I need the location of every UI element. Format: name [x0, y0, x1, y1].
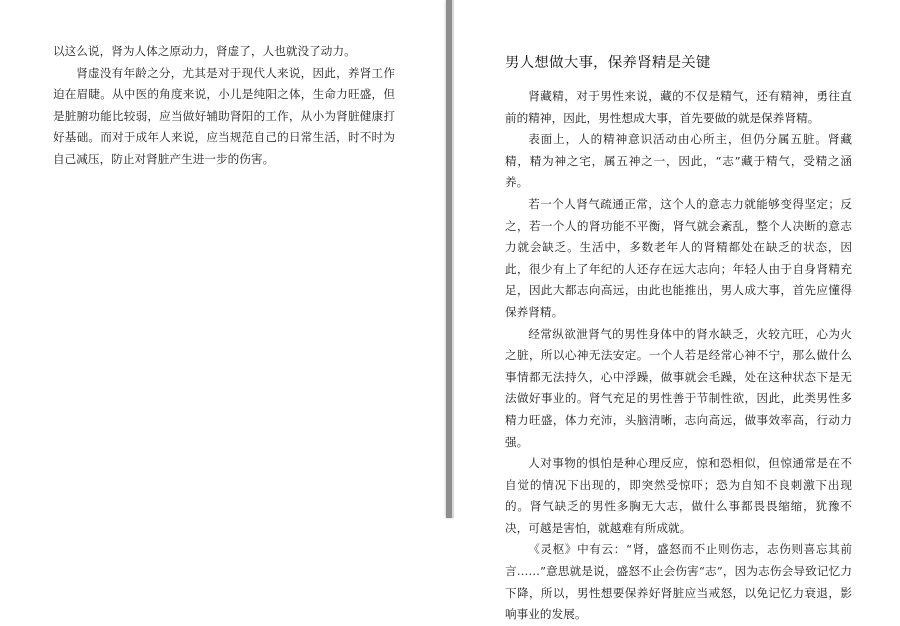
right-paragraph-6: 《灵枢》中有云：“肾，盛怒而不止则伤志，志伤则喜忘其前言……”意思就是说，盛怒不止会伤害“志”，因为志伤会导致记忆力下降，所以，男性想要保养好肾脏应当戒怒，以免记忆力衰退，影响事业的发展。	[505, 542, 852, 622]
left-paragraph-1: 以这么说，肾为人体之原动力，肾虚了，人也就没了动力。	[53, 44, 356, 58]
right-paragraph-4: 经常纵欲泄肾气的男性身体中的肾水缺乏，火较亢旺，心为火之脏，所以心神无法安定。一个人若是经常心神不宁，那么做什么事情都无法持久，心中浮躁，做事就会毛躁，处在这种状态下是无法做好事业的。肾气充足的男性善于节制性欲，因此，此类男性多精力旺盛，体力充沛，头脑清晰，志向高远，做事效率高，行动力强。	[505, 326, 852, 449]
right-page	[454, 0, 900, 622]
right-paragraph-2: 表面上，人的精神意识活动由心所主，但仍分属五脏。肾藏精，精为神之宅，属五神之一，因此，“志”藏于精气，受精之涵养。	[505, 132, 852, 190]
right-paragraph-5: 人对事物的惧怕是种心理反应，惊和恐相似，但惊通常是在不自觉的情况下出现的，即突然受惊吓；恐为自知不良刺激下出现的。肾气缺乏的男性多胸无大志，做什么事都畏畏缩缩，犹豫不决，可越是害怕，就越难有所成就。	[505, 456, 852, 535]
section-heading: 男人想做大事，保养肾精是关键	[505, 55, 711, 71]
right-paragraph-3: 若一个人肾气疏通正常，这个人的意志力就能够变得坚定；反之，若一个人的肾功能不平衡，肾气就会紊乱，整个人决断的意志力就会缺乏。生活中，多数老年人的肾精都处在缺乏的状态，因此，很少有上了年纪的人还存在远大志向；年轻人由于自身肾精充足，因此大都志向高远，由此也能推出，男人成大事，首先应懂得保养肾精。	[505, 196, 852, 319]
left-page	[0, 0, 445, 518]
right-paragraph-1: 肾藏精，对于男性来说，藏的不仅是精气，还有精神，勇往直前的精神，因此，男性想成大事，首先要做的就是保养肾精。	[505, 89, 852, 125]
left-paragraph-2: 肾虚没有年龄之分，尤其是对于现代人来说，因此，养肾工作迫在眉睫。从中医的角度来说，小儿是纯阳之体，生命力旺盛，但是脏腑功能比较弱，应当做好辅助肾阳的工作，从小为肾脏健康打好基础。而对于成年人来说，应当规范自己的日常生活，时不时为自己减压，防止对肾脏产生进一步的伤害。	[53, 65, 395, 166]
